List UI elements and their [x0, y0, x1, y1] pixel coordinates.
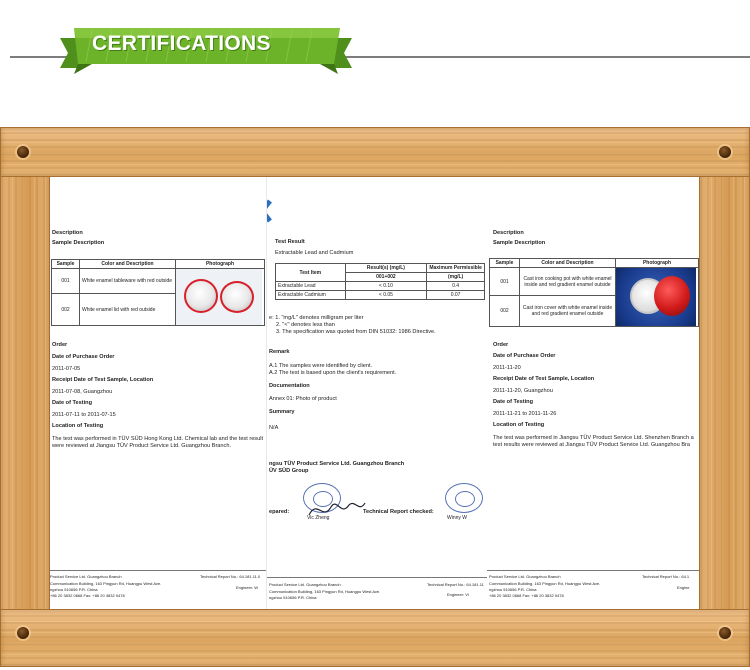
lid-image — [220, 281, 254, 313]
footer-text: Product Service Ltd. Guangzhou Branch — [489, 574, 561, 579]
product-photo — [176, 269, 262, 325]
footer-text: Communication Building, 163 Pingyun Rd, Huangpu West Ave. — [50, 581, 162, 586]
field-value: The test was performed in Jiangsu TÜV Product Service Ltd. Shenzhen Branch a — [493, 435, 694, 441]
table-cell: Extractable Lead — [276, 282, 346, 291]
footer-text: ngzhou 510656 P.R. China — [269, 595, 317, 600]
section-heading: Description — [493, 230, 524, 236]
field-label: Location of Testing — [52, 423, 104, 429]
table-cell: Cast iron cover with white enamel inside and red gradient enamel outside — [520, 296, 616, 327]
footer-divider — [487, 570, 699, 571]
table-header: Color and Description — [80, 260, 176, 269]
field-label: Receipt Date of Test Sample, Location — [52, 377, 154, 383]
signature-label: Technical Report checked: — [363, 509, 434, 515]
table-cell: Extractable Cadmium — [276, 291, 346, 300]
frame-bottom-plank — [0, 609, 750, 667]
signature-label: epared: — [269, 509, 290, 515]
footer-text: Engineer: Vi — [447, 592, 469, 597]
bowl-image — [184, 279, 218, 313]
table-header: Maximum Permissible — [427, 264, 485, 273]
section-heading: Description — [52, 230, 83, 236]
frame-right-plank — [699, 127, 750, 667]
table-header: 001+002 — [345, 273, 427, 282]
table-cell: < 0.05 — [345, 291, 427, 300]
field-value: 2011-07-05 — [52, 366, 81, 372]
table-header: Sample — [490, 259, 520, 268]
table-cell: 0.07 — [427, 291, 485, 300]
table-header: Photograph — [616, 259, 699, 268]
header-rule-right — [330, 56, 750, 58]
photo-cell — [616, 268, 699, 327]
footer-text: Technical Report No.: 64.1 — [642, 574, 690, 579]
field-label: Location of Testing — [493, 422, 545, 428]
section-heading: Remark — [269, 349, 290, 355]
note-text: e: 1. "mg/L" denotes milligram per liter — [269, 315, 364, 321]
table-cell: White enamel lid with red outside — [80, 294, 176, 326]
footer-divider — [267, 577, 488, 578]
section-subheading: Extractable Lead and Cadmium — [275, 250, 354, 256]
footer-text: Engineer: W — [236, 585, 259, 590]
nail-icon — [719, 627, 731, 639]
field-label: Date of Testing — [493, 399, 533, 405]
section-heading: Documentation — [269, 383, 310, 389]
table-header: Sample — [52, 260, 80, 269]
field-label: Date of Testing — [52, 400, 92, 406]
footer-text: Product Service Ltd. Guangzhou Branch — [269, 582, 341, 587]
certifications-ribbon — [52, 24, 362, 80]
field-label: Date of Purchase Order — [493, 353, 556, 359]
section-heading: Order — [52, 342, 68, 348]
report-page-middle — [266, 177, 488, 609]
footer-text: Engine — [677, 585, 690, 590]
certificate-documents — [50, 177, 699, 609]
nail-icon — [17, 627, 29, 639]
footer-text: ngzhou 510656 P.R. China — [50, 587, 98, 592]
nail-icon — [17, 146, 29, 158]
tuv-logo-fragment-icon — [266, 199, 272, 223]
table-header: Test Item — [276, 264, 346, 282]
table-cell: 0.4 — [427, 282, 485, 291]
table-header: (mg/L) — [427, 273, 485, 282]
table-cell: 002 — [52, 294, 80, 326]
product-photo — [616, 268, 696, 326]
field-label: Date of Purchase Order — [52, 354, 115, 360]
signer-name: Winny W — [447, 515, 467, 521]
footer-divider — [50, 570, 272, 571]
table-cell: 002 — [490, 296, 520, 327]
section-subheading: Sample Description — [52, 240, 105, 246]
footer-text: Technical Report No.: 64.181.11.0 — [200, 574, 261, 579]
remark-text: A.2 The test is based upon the client's requirement. — [269, 370, 397, 376]
field-value: 2011-07-11 to 2011-07-15 — [52, 412, 116, 418]
field-value: test results were reviewed at Jiangsu TÜV Product Service Ltd. Guangzhou Bra — [493, 442, 691, 448]
report-page-right — [487, 177, 699, 609]
footer-text: ngzhou 510656 P.R. China — [489, 587, 537, 592]
footer-text: Communication Building, 163 Pingyun Rd, Huangpu West Ave. — [269, 589, 381, 594]
note-text: 3. The specification was quoted from DIN 51032: 1986 Directive. — [276, 329, 436, 335]
page-title: CERTIFICATIONS — [92, 32, 271, 55]
signer-name: Vic Zheng — [307, 515, 330, 521]
table-cell: < 0.10 — [345, 282, 427, 291]
tuv-stamp-icon — [445, 483, 483, 513]
section-heading: Summary — [269, 409, 295, 415]
field-value: Annex 01: Photo of product — [269, 396, 337, 402]
company-group: ÜV SÜD Group — [269, 468, 309, 474]
field-value: N/A — [269, 425, 279, 431]
field-value: 2011-11-20 — [493, 365, 521, 371]
photo-cell — [176, 269, 265, 326]
company-name: ngsu TÜV Product Service Ltd. Guangzhou Branch — [269, 461, 405, 467]
field-label: Receipt Date of Test Sample, Location — [493, 376, 595, 382]
report-page-left — [50, 177, 272, 609]
nail-icon — [719, 146, 731, 158]
field-value: 2011-11-21 to 2011-11-26 — [493, 411, 557, 417]
sample-table — [489, 258, 699, 327]
frame-left-plank — [0, 127, 50, 667]
table-header: Color and Description — [520, 259, 616, 268]
table-cell: Cast iron cooking pot with white enamel inside and red gradient enamel outside — [520, 268, 616, 296]
red-pot-image — [654, 276, 690, 316]
table-header: Photograph — [176, 260, 265, 269]
footer-text: Product Service Ltd. Guangzhou Branch — [50, 574, 122, 579]
field-value: The test was performed in TÜV SÜD Hong Kong Ltd. Chemical lab and the test result — [52, 436, 264, 442]
field-value: 2011-07-08, Guangzhou — [52, 389, 113, 395]
result-table — [275, 263, 485, 300]
note-text: 2. "<" denotes less than — [276, 322, 335, 328]
table-header: Result(s) (mg/L) — [345, 264, 427, 273]
footer-text: +86 20 3832 0668 Fax: +86 20 3832 0478 — [50, 593, 125, 598]
frame-top-plank — [0, 127, 750, 177]
table-cell: 001 — [52, 269, 80, 294]
section-subheading: Sample Description — [493, 240, 546, 246]
remark-text: A.1 The samples were identified by client. — [269, 363, 373, 369]
section-heading: Order — [493, 342, 509, 348]
table-cell: 001 — [490, 268, 520, 296]
section-heading: Test Result — [275, 239, 305, 245]
field-value: 2011-11-20, Guangzhou — [493, 388, 553, 394]
footer-text: +86 20 3832 0668 Fax: +86 20 3832 0478 — [489, 593, 564, 598]
footer-text: Technical Report No.: 64.181.11 — [427, 582, 484, 587]
table-cell: White enamel tableware with red outside — [80, 269, 176, 294]
sample-table — [51, 259, 265, 326]
footer-text: Communication Building, 163 Pingyun Rd, Huangpu West Ave. — [489, 581, 601, 586]
field-value: were reviewed at Jiangsu TÜV Product Service Ltd. Guangzhou Branch. — [52, 443, 231, 449]
